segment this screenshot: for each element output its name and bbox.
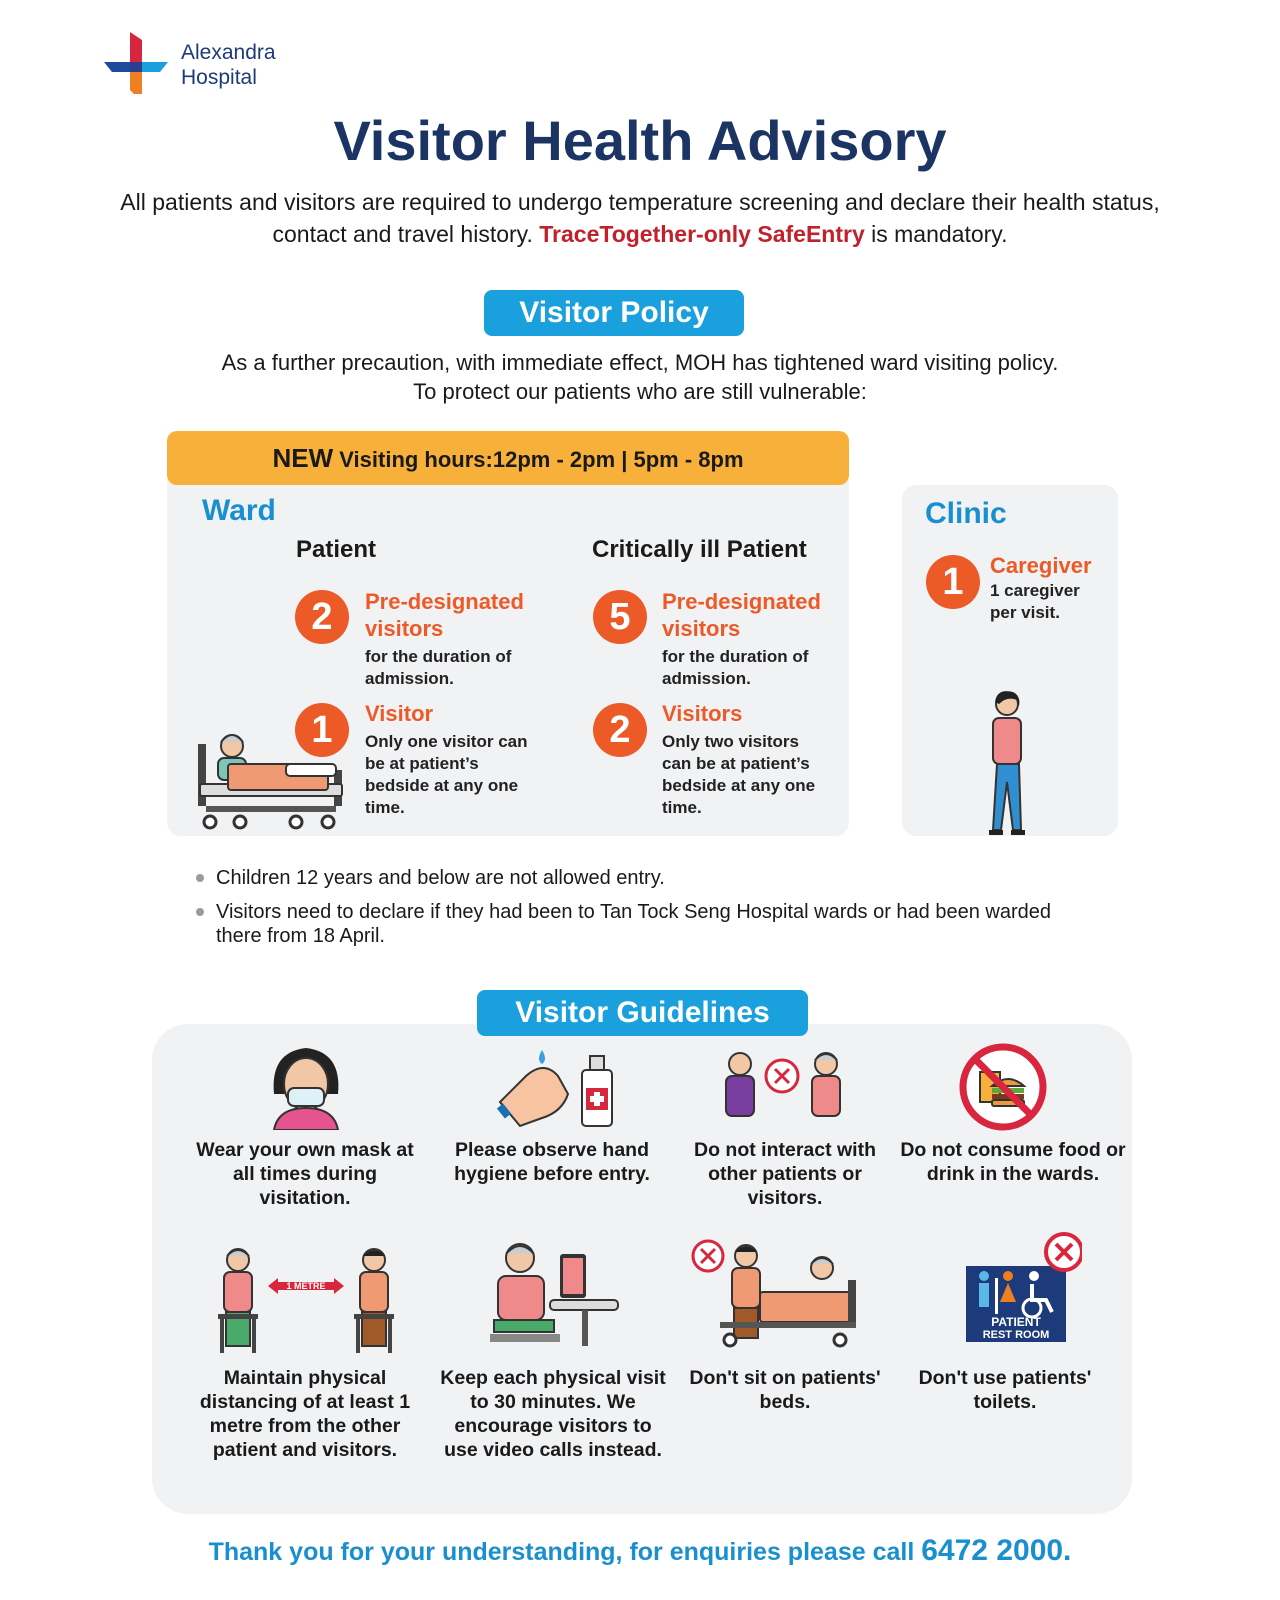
clinic-caregiver-title: Caregiver xyxy=(990,553,1092,578)
restroom-sign-line2: REST ROOM xyxy=(982,1329,1050,1341)
no-toilet-icon xyxy=(962,1230,1082,1350)
critical-heading: Critically ill Patient xyxy=(592,536,807,563)
no-interaction-icon xyxy=(718,1046,848,1130)
clinic-caregiver-desc: 1 caregiver per visit. xyxy=(990,581,1080,622)
distancing-icon xyxy=(216,1244,396,1356)
patient-predesignated-count: 2 xyxy=(295,590,349,644)
patient-visitor-count: 1 xyxy=(295,703,349,757)
note-item: Children 12 years and below are not allowed entry. xyxy=(196,866,1096,890)
caregiver-walking-icon xyxy=(983,690,1033,836)
patient-visitor-desc: Only one visitor can be at patient’s bedside at any one time. xyxy=(365,732,528,817)
visitor-policy-heading: Visitor Policy xyxy=(484,290,744,336)
mask-icon xyxy=(268,1044,344,1130)
restroom-sign-line1: PATIENT xyxy=(991,1315,1041,1329)
note-item: Visitors need to declare if they had been to Tan Tock Seng Hospital wards or had been warded there from 18 April. xyxy=(196,900,1096,948)
patient-predesignated-title: Pre-designated visitors xyxy=(365,589,524,641)
policy-description: As a further precaution, with immediate effect, MOH has tightened ward visiting policy. To protect our patients who are still vulnerable: xyxy=(221,350,1059,404)
guideline-caption-no-interaction: Do not interact with other patients or visitors. xyxy=(694,1139,876,1209)
critical-predesignated-desc: for the duration of admission. xyxy=(662,647,809,688)
guideline-caption-distancing: Maintain physical distancing of at least 1 metre from the other patient and visitors. xyxy=(199,1367,411,1461)
no-sit-bed-icon xyxy=(690,1236,860,1354)
footer-enquiries: Thank you for your understanding, for enquiries please call 6472 2000. xyxy=(208,1534,1072,1567)
page-title: Visitor Health Advisory xyxy=(333,109,947,172)
patient-predesignated-desc: for the duration of admission. xyxy=(365,647,512,688)
visiting-hours-banner xyxy=(167,431,849,485)
logo-text: Alexandra Hospital xyxy=(181,41,276,89)
logo-cross-icon xyxy=(104,32,174,98)
guideline-caption-mask: Wear your own mask at all times during visitation. xyxy=(196,1139,414,1209)
critical-predesignated-title: Pre-designated visitors xyxy=(662,589,821,641)
clinic-caregiver-count: 1 xyxy=(926,555,980,609)
ward-heading: Ward xyxy=(202,494,276,527)
patient-heading: Patient xyxy=(296,536,377,563)
critical-visitor-title: Visitors xyxy=(662,701,743,726)
enquiry-phone[interactable]: 6472 2000. xyxy=(921,1534,1072,1567)
hospital-bed-icon xyxy=(196,730,346,834)
new-label: NEW xyxy=(272,443,334,473)
notes-list xyxy=(196,866,1096,958)
guideline-caption-no-sit-bed: Don't sit on patients' beds. xyxy=(689,1367,881,1413)
video-call-icon xyxy=(488,1240,622,1350)
guideline-caption-hand-hygiene: Please observe hand hygiene before entry. xyxy=(454,1139,650,1185)
critical-visitor-count: 2 xyxy=(593,703,647,757)
no-food-icon xyxy=(958,1042,1048,1132)
clinic-heading: Clinic xyxy=(925,497,1007,530)
intro-text: All patients and visitors are required to undergo temperature screening and declare their health status, contact and travel history. TraceTogether-only SafeEntry is mandatory. xyxy=(120,189,1160,247)
patient-visitor-title: Visitor xyxy=(365,701,434,726)
guideline-caption-no-food: Do not consume food or drink in the wards. xyxy=(900,1139,1126,1185)
critical-predesignated-count: 5 xyxy=(593,590,647,644)
visiting-hours-text: Visiting hours:12pm - 2pm | 5pm - 8pm xyxy=(339,447,744,472)
guideline-caption-no-toilet: Don't use patients' toilets. xyxy=(918,1367,1092,1413)
critical-visitor-desc: Only two visitors can be at patient’s bedside at any one time. xyxy=(662,732,816,817)
distance-label: 1 METRE xyxy=(286,1281,326,1291)
hand-hygiene-icon xyxy=(496,1046,616,1128)
visitor-guidelines-heading: Visitor Guidelines xyxy=(477,990,808,1036)
guideline-caption-video-call: Keep each physical visit to 30 minutes. We encourage visitors to use video calls instead. xyxy=(440,1367,666,1461)
